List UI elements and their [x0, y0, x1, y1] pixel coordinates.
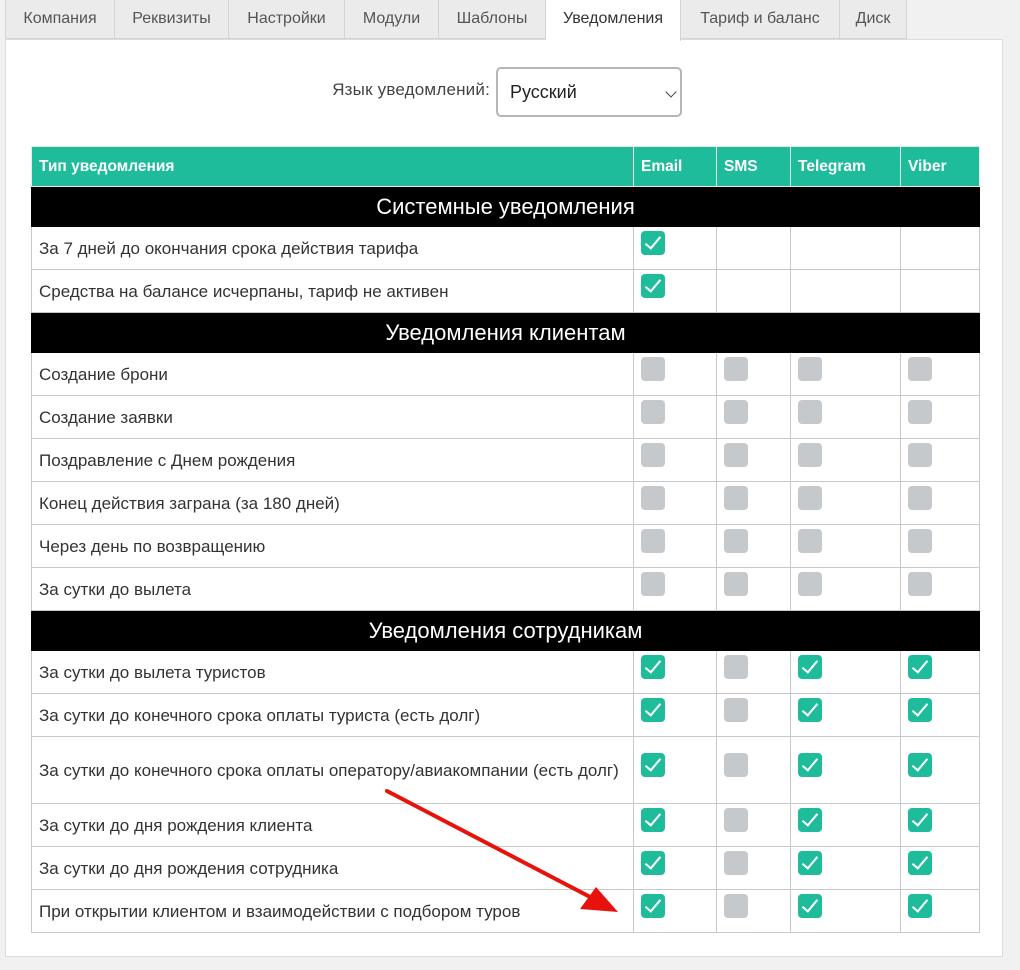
telegram-cell — [791, 651, 901, 694]
section-title: Уведомления клиентам — [32, 313, 980, 353]
sms-cell — [717, 482, 791, 525]
email-checkbox[interactable] — [641, 572, 665, 596]
telegram-checkbox[interactable] — [798, 851, 822, 875]
viber-cell — [901, 568, 980, 611]
telegram-checkbox[interactable] — [798, 808, 822, 832]
notification-type-label: Через день по возвращению — [32, 525, 634, 568]
telegram-checkbox[interactable] — [798, 400, 822, 424]
settings-tabs — [5, 0, 907, 40]
email-checkbox[interactable] — [641, 851, 665, 875]
telegram-cell — [791, 890, 901, 933]
sms-cell — [717, 396, 791, 439]
sms-cell — [717, 439, 791, 482]
email-checkbox[interactable] — [641, 357, 665, 381]
sms-cell — [717, 847, 791, 890]
telegram-cell — [791, 270, 901, 313]
sms-cell — [717, 353, 791, 396]
viber-checkbox[interactable] — [908, 753, 932, 777]
sms-cell — [717, 525, 791, 568]
email-checkbox[interactable] — [641, 698, 665, 722]
viber-checkbox[interactable] — [908, 529, 932, 553]
viber-cell — [901, 353, 980, 396]
telegram-cell — [791, 568, 901, 611]
notification-type-label: Конец действия заграна (за 180 дней) — [32, 482, 634, 525]
viber-checkbox[interactable] — [908, 808, 932, 832]
sms-cell — [717, 694, 791, 737]
viber-cell — [901, 396, 980, 439]
notification-type-label: За сутки до дня рождения сотрудника — [32, 847, 634, 890]
tab-templates[interactable]: Шаблоны — [439, 0, 546, 39]
sms-checkbox[interactable] — [724, 572, 748, 596]
email-checkbox[interactable] — [641, 400, 665, 424]
tab-settings[interactable]: Настройки — [229, 0, 345, 39]
sms-checkbox[interactable] — [724, 894, 748, 918]
notifications-table — [31, 146, 980, 933]
telegram-checkbox[interactable] — [798, 443, 822, 467]
email-checkbox[interactable] — [641, 486, 665, 510]
telegram-checkbox[interactable] — [798, 753, 822, 777]
email-cell — [634, 890, 717, 933]
sms-cell — [717, 890, 791, 933]
notification-type-label: При открытии клиентом и взаимодействии с подбором туров — [32, 890, 634, 933]
table-row — [32, 737, 980, 804]
viber-checkbox[interactable] — [908, 894, 932, 918]
viber-cell — [901, 737, 980, 804]
email-cell — [634, 804, 717, 847]
tab-company[interactable]: Компания — [5, 0, 115, 39]
table-row — [32, 804, 980, 847]
header-viber: Viber — [901, 147, 980, 187]
viber-checkbox[interactable] — [908, 400, 932, 424]
sms-cell — [717, 227, 791, 270]
table-row — [32, 890, 980, 933]
header-email: Email — [634, 147, 717, 187]
viber-checkbox[interactable] — [908, 357, 932, 381]
sms-checkbox[interactable] — [724, 698, 748, 722]
viber-checkbox[interactable] — [908, 698, 932, 722]
notification-type-label: За сутки до вылета — [32, 568, 634, 611]
section-row — [32, 187, 980, 227]
telegram-checkbox[interactable] — [798, 486, 822, 510]
telegram-cell — [791, 439, 901, 482]
viber-cell — [901, 651, 980, 694]
telegram-cell — [791, 353, 901, 396]
notification-type-label: Поздравление с Днем рождения — [32, 439, 634, 482]
telegram-cell — [791, 847, 901, 890]
tab-notifications[interactable]: Уведомления — [546, 0, 681, 41]
telegram-cell — [791, 804, 901, 847]
email-cell — [634, 227, 717, 270]
sms-cell — [717, 737, 791, 804]
telegram-checkbox[interactable] — [798, 894, 822, 918]
telegram-checkbox[interactable] — [798, 357, 822, 381]
notification-type-label: Средства на балансе исчерпаны, тариф не активен — [32, 270, 634, 313]
email-cell — [634, 694, 717, 737]
chevron-down-icon — [665, 86, 676, 97]
header-sms: SMS — [717, 147, 791, 187]
section-title: Уведомления сотрудникам — [32, 611, 980, 651]
email-checkbox[interactable] — [641, 443, 665, 467]
email-cell — [634, 651, 717, 694]
tab-requisites[interactable]: Реквизиты — [115, 0, 229, 39]
table-row — [32, 439, 980, 482]
email-cell — [634, 525, 717, 568]
viber-cell — [901, 270, 980, 313]
sms-checkbox[interactable] — [724, 486, 748, 510]
table-row — [32, 651, 980, 694]
sms-cell — [717, 270, 791, 313]
email-checkbox[interactable] — [641, 894, 665, 918]
sms-checkbox[interactable] — [724, 753, 748, 777]
table-header — [32, 147, 980, 187]
sms-checkbox[interactable] — [724, 655, 748, 679]
telegram-checkbox[interactable] — [798, 655, 822, 679]
sms-checkbox[interactable] — [724, 357, 748, 381]
sms-checkbox[interactable] — [724, 529, 748, 553]
language-select[interactable] — [496, 67, 682, 117]
section-row — [32, 313, 980, 353]
email-cell — [634, 439, 717, 482]
notification-type-label: За сутки до конечного срока оплаты оператору/авиакомпании (есть долг) — [32, 737, 634, 804]
viber-cell — [901, 439, 980, 482]
notifications-panel — [5, 39, 1003, 957]
viber-cell — [901, 890, 980, 933]
section-row — [32, 611, 980, 651]
table-row — [32, 525, 980, 568]
notification-type-label: За сутки до дня рождения клиента — [32, 804, 634, 847]
header-telegram: Telegram — [791, 147, 901, 187]
notification-type-label: Создание брони — [32, 353, 634, 396]
table-row — [32, 694, 980, 737]
viber-cell — [901, 227, 980, 270]
telegram-cell — [791, 525, 901, 568]
email-checkbox[interactable] — [641, 808, 665, 832]
table-row — [32, 568, 980, 611]
table-row — [32, 227, 980, 270]
telegram-cell — [791, 482, 901, 525]
notification-type-label: За сутки до конечного срока оплаты туриста (есть долг) — [32, 694, 634, 737]
notification-type-label: За 7 дней до окончания срока действия тарифа — [32, 227, 634, 270]
sms-checkbox[interactable] — [724, 400, 748, 424]
email-checkbox[interactable] — [641, 529, 665, 553]
telegram-cell — [791, 737, 901, 804]
header-type: Тип уведомления — [32, 147, 634, 187]
table-row — [32, 396, 980, 439]
viber-checkbox[interactable] — [908, 851, 932, 875]
notification-type-label: Создание заявки — [32, 396, 634, 439]
email-checkbox[interactable] — [641, 655, 665, 679]
notification-type-label: За сутки до вылета туристов — [32, 651, 634, 694]
language-selected-value: Русский — [510, 82, 577, 102]
telegram-cell — [791, 396, 901, 439]
tab-modules[interactable]: Модули — [345, 0, 439, 39]
viber-cell — [901, 482, 980, 525]
viber-checkbox[interactable] — [908, 443, 932, 467]
viber-checkbox[interactable] — [908, 486, 932, 510]
email-checkbox[interactable] — [641, 231, 665, 255]
email-checkbox[interactable] — [641, 753, 665, 777]
email-cell — [634, 847, 717, 890]
viber-checkbox[interactable] — [908, 572, 932, 596]
language-row — [6, 67, 1002, 117]
email-checkbox[interactable] — [641, 274, 665, 298]
email-cell — [634, 482, 717, 525]
table-row — [32, 482, 980, 525]
sms-cell — [717, 651, 791, 694]
sms-checkbox[interactable] — [724, 808, 748, 832]
sms-cell — [717, 568, 791, 611]
email-cell — [634, 270, 717, 313]
table-row — [32, 270, 980, 313]
sms-checkbox[interactable] — [724, 851, 748, 875]
viber-cell — [901, 847, 980, 890]
telegram-cell — [791, 694, 901, 737]
telegram-cell — [791, 227, 901, 270]
telegram-checkbox[interactable] — [798, 529, 822, 553]
tab-tariff-balance[interactable]: Тариф и баланс — [681, 0, 840, 39]
email-cell — [634, 353, 717, 396]
table-row — [32, 847, 980, 890]
sms-checkbox[interactable] — [724, 443, 748, 467]
section-title: Системные уведомления — [32, 187, 980, 227]
email-cell — [634, 737, 717, 804]
tab-disk[interactable]: Диск — [840, 0, 907, 39]
email-cell — [634, 568, 717, 611]
viber-cell — [901, 694, 980, 737]
telegram-checkbox[interactable] — [798, 698, 822, 722]
sms-cell — [717, 804, 791, 847]
table-row — [32, 353, 980, 396]
email-cell — [634, 396, 717, 439]
language-label: Язык уведомлений: — [332, 80, 490, 99]
viber-cell — [901, 525, 980, 568]
viber-cell — [901, 804, 980, 847]
telegram-checkbox[interactable] — [798, 572, 822, 596]
viber-checkbox[interactable] — [908, 655, 932, 679]
